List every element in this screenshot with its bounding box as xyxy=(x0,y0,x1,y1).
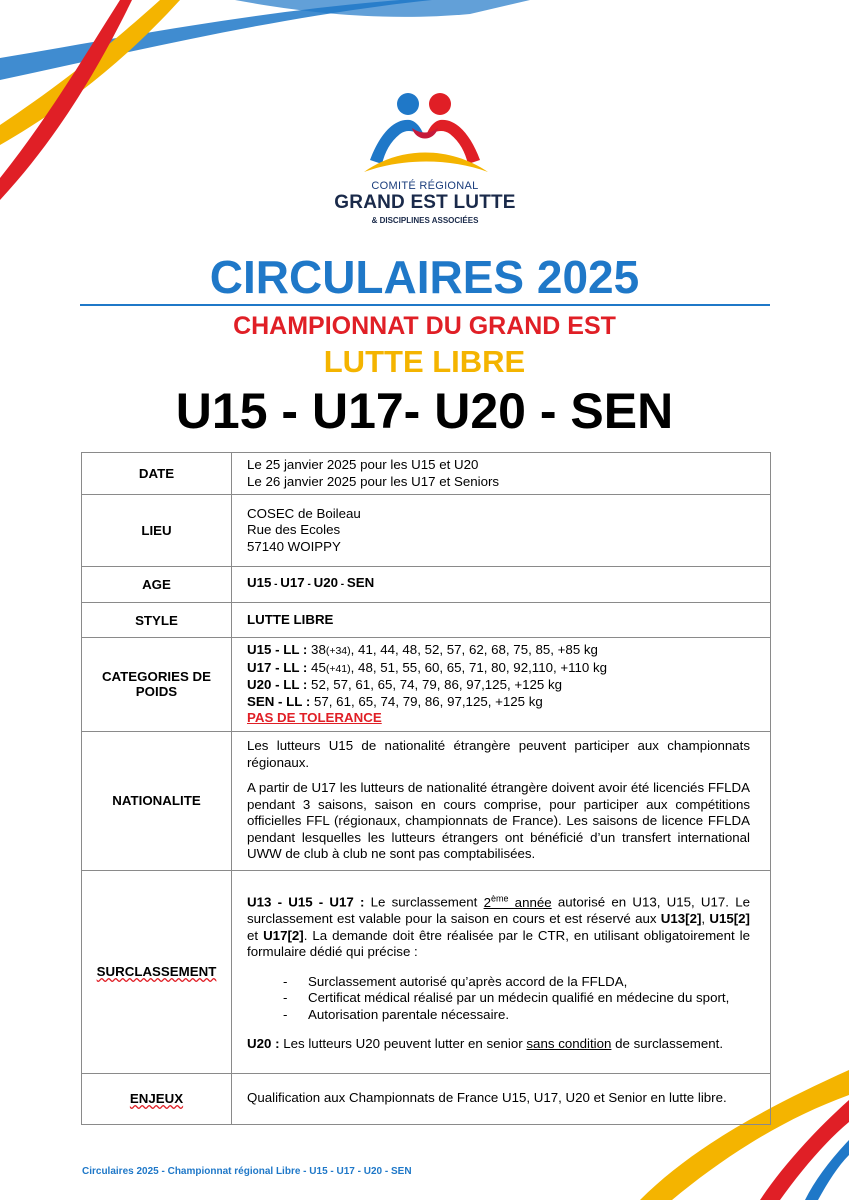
date-line: Le 26 janvier 2025 pour les U17 et Seniors xyxy=(247,473,500,489)
u20-underlined: sans condition xyxy=(526,1036,612,1052)
surclassement-text: autorisé en U13, U15, U17. Le surclassement est valable pour la saison en cours et est réservé aux xyxy=(247,894,750,927)
row-enjeux xyxy=(82,1073,771,1124)
logo-line-2: GRAND EST LUTTE xyxy=(334,192,516,213)
ordinal-number: 2 xyxy=(483,894,491,910)
age-sep: - xyxy=(338,579,347,591)
weight-category: U17 - LL : xyxy=(247,659,308,675)
weight-row xyxy=(247,677,750,694)
value-lieu xyxy=(232,495,771,567)
label-poids-line: POIDS xyxy=(135,684,178,700)
row-lieu xyxy=(82,495,771,567)
age-u15: U15 xyxy=(247,575,272,591)
requirements-list xyxy=(247,974,750,1024)
weight-row xyxy=(247,642,750,660)
age-sep: - xyxy=(304,579,314,591)
row-date xyxy=(82,453,771,495)
tolerance-note: PAS DE TOLERANCE xyxy=(247,710,382,725)
value-surclassement xyxy=(232,870,771,1073)
separator: , xyxy=(701,911,710,927)
value-style: LUTTE LIBRE xyxy=(232,603,771,638)
championship-heading: CHAMPIONNAT DU GRAND EST xyxy=(233,312,616,340)
surclassement-label: SURCLASSEMENT xyxy=(96,964,217,979)
lieu-line: 57140 WOIPPY xyxy=(247,538,341,554)
footer-text: Circulaires 2025 - Championnat régional Libre - U15 - U17 - U20 - SEN xyxy=(82,1166,412,1177)
reference-u15: U15[2] xyxy=(709,911,750,927)
weight-category: SEN - LL : xyxy=(247,693,311,709)
weight-sub: (+41) xyxy=(325,662,351,675)
surclassement-text: Le surclassement xyxy=(364,894,484,910)
weight-row xyxy=(247,660,750,678)
weight-row xyxy=(247,694,750,711)
categories-heading: U15 - U17- U20 - SEN xyxy=(175,383,674,439)
label-age: AGE xyxy=(82,567,232,603)
label-date: DATE xyxy=(82,453,232,495)
value-date xyxy=(232,453,771,495)
nationalite-paragraph: Les lutteurs U15 de nationalité étrangère peuvent participer aux championnats régionaux. xyxy=(247,738,750,770)
row-poids xyxy=(82,638,771,732)
weight-first: 45 xyxy=(311,659,326,675)
surclassement-lead: U13 - U15 - U17 : xyxy=(247,894,365,910)
u20-text: Les lutteurs U20 peuvent lutter en senior xyxy=(279,1036,527,1052)
label-surclassement xyxy=(82,870,232,1073)
list-item: - Autorisation parentale nécessaire. xyxy=(247,1007,750,1024)
weight-list: 57, 61, 65, 74, 79, 86, 97,125, +125 kg xyxy=(314,693,543,709)
surclassement-paragraph xyxy=(247,890,750,960)
weight-list: 52, 57, 61, 65, 74, 79, 86, 97,125, +125 kg xyxy=(311,677,563,692)
list-item: - Surclassement autorisé qu’après accord de la FFLDA, xyxy=(247,974,750,991)
value-poids xyxy=(232,638,771,732)
logo-line-3: & DISCIPLINES ASSOCIÉES xyxy=(371,216,479,225)
surclassement-text: . La demande doit être réalisée par le CTR, en utilisant obligatoirement le formulaire dédié qui précise : xyxy=(247,927,750,960)
ordinal-suffix: ème xyxy=(490,893,509,904)
page-title: CIRCULAIRES 2025 xyxy=(209,251,640,303)
committee-logo xyxy=(330,88,520,233)
label-nationalite: NATIONALITE xyxy=(82,731,232,870)
weight-first: 38 xyxy=(311,642,326,657)
date-line: Le 25 janvier 2025 pour les U15 et U20 xyxy=(247,457,479,472)
age-u20: U20 xyxy=(313,575,338,591)
title-divider xyxy=(80,304,770,306)
label-poids-line: CATEGORIES DE xyxy=(101,669,212,685)
label-enjeux xyxy=(82,1073,232,1124)
nationalite-paragraph: A partir de U17 les lutteurs de nationalité étrangère doivent avoir été licenciés FFLDA pendant 3 saisons, saison en cours comprise, pour participer aux compétitions officielles FFL (régionaux, championnats de France). Les saisons de licence FFLDA pendant lesquelles les lutteurs étrangers ont bénéficié d’un transfert international UWW de club à club ne sont pas comptabilisées. xyxy=(247,780,750,862)
row-nationalite xyxy=(82,731,771,870)
info-table xyxy=(81,452,771,1125)
enjeux-label: ENJEUX xyxy=(129,1091,184,1106)
weight-list: , 48, 51, 55, 60, 65, 71, 80, 92,110, +110 kg xyxy=(350,659,608,675)
age-sen: SEN xyxy=(346,575,375,591)
label-style: STYLE xyxy=(82,603,232,638)
ordinal-year xyxy=(484,895,552,910)
lieu-line: Rue des Ecoles xyxy=(247,522,341,538)
wrestlers-emblem xyxy=(330,88,520,180)
style-heading: LUTTE LIBRE xyxy=(323,344,526,379)
separator: et xyxy=(247,927,264,943)
weight-list: , 41, 44, 48, 52, 57, 62, 68, 75, 85, +85 kg xyxy=(350,642,598,657)
logo-line-1: COMITÉ RÉGIONAL xyxy=(371,180,479,192)
weight-sub: (+34) xyxy=(325,645,351,657)
weight-category: U20 - LL : xyxy=(247,677,308,692)
age-u17: U17 xyxy=(280,575,305,591)
reference-u13: U13[2] xyxy=(660,911,702,927)
value-nationalite xyxy=(232,731,771,870)
lieu-line: COSEC de Boileau xyxy=(247,505,361,521)
reference-u17: U17[2] xyxy=(263,927,304,943)
u20-lead: U20 : xyxy=(247,1036,280,1052)
value-age xyxy=(232,567,771,603)
age-sep: - xyxy=(271,579,281,591)
weight-category: U15 - LL : xyxy=(247,642,308,657)
row-surclassement xyxy=(82,870,771,1073)
ordinal-word: année xyxy=(508,894,552,910)
u20-text: de surclassement. xyxy=(611,1036,724,1052)
u20-paragraph xyxy=(247,1036,750,1053)
list-item: - Certificat médical réalisé par un médecin qualifié en médecine du sport, xyxy=(247,990,750,1007)
row-style xyxy=(82,603,771,638)
label-poids xyxy=(82,638,232,732)
value-enjeux: Qualification aux Championnats de France U15, U17, U20 et Senior en lutte libre. xyxy=(232,1073,771,1124)
row-age xyxy=(82,567,771,603)
label-lieu: LIEU xyxy=(82,495,232,567)
